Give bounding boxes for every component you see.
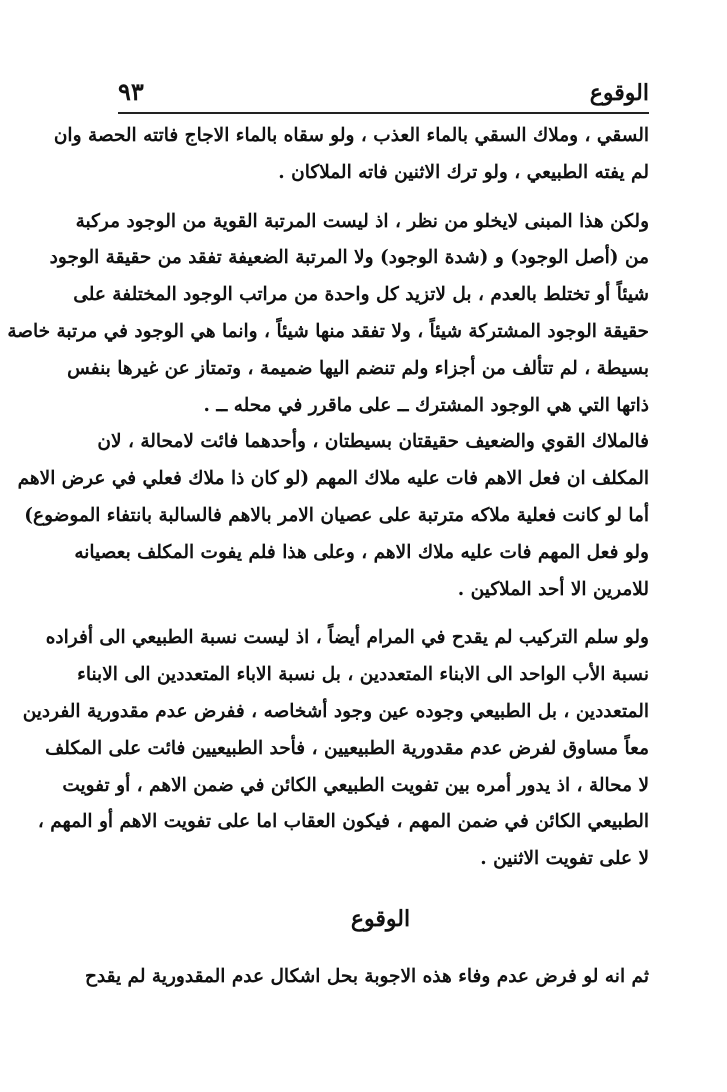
page-header [118,66,649,114]
text-line: ثم انه لو فرض عدم وفاء هذه الاجوبة بحل اشكال عدم المقدورية لم يقدح [84,966,649,987]
text-line: الطبيعي الكائن في ضمن المهم ، فيكون العقاب اما على تفويت الاهم أو المهم ، [37,811,649,833]
text-line: فالملاك القوي والضعيف حقيقتان بسيطتان ، وأحدهما فائت لامحالة ، لان [97,431,649,453]
section-title: الوقوع [350,906,411,932]
text-line: ولو فعل المهم فات عليه ملاك الاهم ، وعلى هذا فلم يفوت المكلف بعصيانه [74,541,649,563]
text-line: حقيقة الوجود المشتركة شيئاً ، ولا تفقد منها شيئاً ، وانما هي الوجود في مرتبة خاصة [7,320,649,342]
text-line: بسيطة ، لم تتألف من أجزاء ولم تنضم اليها ضميمة ، وتمتاز عن غيرها بنفس [67,357,649,379]
page-number: ٩٣ [118,77,144,106]
text-line: ولو سلم التركيب لم يقدح في المرام أيضاً ، اذ ليست نسبة الطبيعي الى أفراده [45,627,649,649]
running-title: الوقوع [589,80,649,106]
text-line: المتعددين ، بل الطبيعي وجوده عين وجود أشخاصه ، ففرض عدم مقدورية الفردين [22,700,649,722]
text-line: لا على تفويت الاثنين . [480,848,649,870]
text-line: من (أصل الوجود) و (شدة الوجود) ولا المرتبة الضعيفة تفقد من حقيقة الوجود [49,247,649,269]
text-line: المكلف ان فعل الاهم فات عليه ملاك المهم (لو كان ذا ملاك فعلي في عرض الاهم [17,468,649,490]
text-line: السقي ، وملاك السقي بالماء العذب ، ولو سقاه بالماء الاجاج فاتته الحصة وان [53,125,649,146]
text-line: ذاتها التي هي الوجود المشترك ــ على ماقرر في محله ــ . [203,394,649,416]
text-line: أما لو كانت فعلية ملاكه مترتبة على عصيان الامر بالاهم فالسالبة بانتفاء الموضوع) [24,504,649,526]
text-line: معاً مساوق لفرض عدم مقدورية الطبيعيين ، فأحد الطبيعيين فائت على المكلف [45,737,649,759]
text-line: نسبة الأب الواحد الى الابناء المتعددين ، بل نسبة الاباء المتعددين الى الابناء [77,664,649,686]
text-line: للامرين الا أحد الملاكين . [457,578,649,600]
text-line: لم يفته الطبيعي ، ولو ترك الاثنين فاته الملاكان . [278,161,649,183]
text-line: لا محالة ، اذ يدور أمره بين تفويت الطبيعي الكائن في ضمن الاهم ، أو تفويت [62,774,649,796]
text-line: ولكن هذا المبنى لايخلو من نظر ، اذ ليست المرتبة القوية من الوجود مركبة [75,210,649,232]
text-line: شيئاً أو تختلط بالعدم ، بل لاتزيد كل واحدة من مراتب الوجود المختلفة على [73,284,649,306]
main-text [7,118,649,878]
